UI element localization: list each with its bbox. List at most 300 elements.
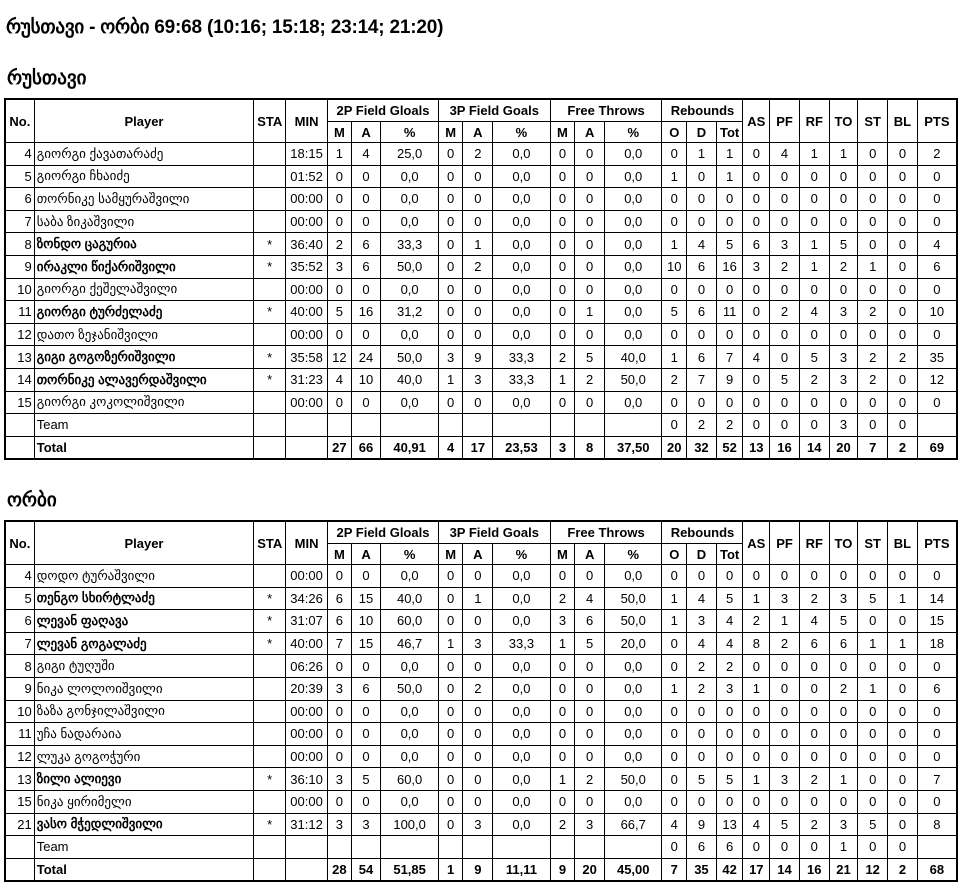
stat-m2: 0 xyxy=(328,655,352,678)
stat-mft: 0 xyxy=(550,323,575,346)
stat-aft: 0 xyxy=(575,210,605,233)
subheader-o: O xyxy=(662,544,687,565)
minutes: 35:52 xyxy=(286,255,328,278)
stat-m2: 0 xyxy=(328,790,352,813)
stat-a3: 0 xyxy=(463,391,493,414)
player-name: ირაკლი წიქარიშვილი xyxy=(34,255,254,278)
stat-m3: 0 xyxy=(438,278,463,301)
stat-rf: 6 xyxy=(799,632,829,655)
stat-rf: 0 xyxy=(799,655,829,678)
stat-mft: 0 xyxy=(550,391,575,414)
stat-aft: 4 xyxy=(575,587,605,610)
stat-p2: 0,0 xyxy=(381,210,438,233)
stat-p2: 0,0 xyxy=(381,565,438,588)
minutes: 00:00 xyxy=(286,188,328,211)
stat-tot: 0 xyxy=(716,790,743,813)
stat-pts: 0 xyxy=(917,723,956,746)
stat-m3: 0 xyxy=(438,677,463,700)
subheader-pct: % xyxy=(605,544,662,565)
stat-bl: 0 xyxy=(888,414,918,437)
total-o: 7 xyxy=(662,858,687,880)
total-m2: 28 xyxy=(328,858,352,880)
total-m3: 4 xyxy=(438,436,463,458)
stat-pft: 0,0 xyxy=(605,391,662,414)
starter-mark: * xyxy=(254,255,286,278)
stat-aft: 0 xyxy=(575,677,605,700)
stat-o: 1 xyxy=(662,165,687,188)
total-to: 20 xyxy=(829,436,858,458)
stat-m3: 0 xyxy=(438,610,463,633)
stat-tot: 2 xyxy=(716,655,743,678)
stat-bl: 0 xyxy=(888,323,918,346)
stat-st: 0 xyxy=(858,565,888,588)
player-row xyxy=(6,255,957,278)
subheader-a: A xyxy=(463,544,493,565)
stat-o: 0 xyxy=(662,768,687,791)
stat-aft: 0 xyxy=(575,233,605,256)
total-st: 12 xyxy=(858,858,888,880)
stat-st: 0 xyxy=(858,323,888,346)
total-aft: 20 xyxy=(575,858,605,880)
stat-p3: 33,3 xyxy=(493,632,550,655)
stat-aft xyxy=(575,836,605,859)
stat-bl: 0 xyxy=(888,188,918,211)
player-number: 14 xyxy=(6,368,35,391)
subheader-m: M xyxy=(550,544,575,565)
stat-pts: 0 xyxy=(917,278,956,301)
stat-mft: 1 xyxy=(550,368,575,391)
stat-p3: 0,0 xyxy=(493,565,550,588)
minutes: 00:00 xyxy=(286,790,328,813)
stat-aft: 0 xyxy=(575,278,605,301)
stat-mft: 0 xyxy=(550,165,575,188)
stat-o: 1 xyxy=(662,610,687,633)
stat-pf: 0 xyxy=(770,700,800,723)
minutes: 00:00 xyxy=(286,323,328,346)
player-number: 10 xyxy=(6,278,35,301)
stat-to: 0 xyxy=(829,723,858,746)
stat-tot: 5 xyxy=(716,233,743,256)
stat-pft: 66,7 xyxy=(605,813,662,836)
stat-rf: 0 xyxy=(799,836,829,859)
stat-m3: 0 xyxy=(438,391,463,414)
stat-to: 3 xyxy=(829,301,858,324)
team-name-home: რუსთავი xyxy=(7,68,87,89)
stat-m2: 0 xyxy=(328,565,352,588)
stat-p2: 0,0 xyxy=(381,165,438,188)
stat-to: 0 xyxy=(829,278,858,301)
stat-mft: 0 xyxy=(550,210,575,233)
stat-as: 0 xyxy=(743,723,770,746)
player-number: 4 xyxy=(6,565,35,588)
stat-o: 0 xyxy=(662,632,687,655)
stat-p3: 0,0 xyxy=(493,255,550,278)
stat-pts: 0 xyxy=(917,790,956,813)
header-pf: PF xyxy=(770,100,800,143)
stat-o: 0 xyxy=(662,391,687,414)
player-row xyxy=(6,323,957,346)
stat-m3: 0 xyxy=(438,565,463,588)
stat-as: 6 xyxy=(743,233,770,256)
stat-pf: 3 xyxy=(770,233,800,256)
stat-aft: 0 xyxy=(575,188,605,211)
stat-m2: 5 xyxy=(328,301,352,324)
stat-as: 0 xyxy=(743,323,770,346)
stat-st: 2 xyxy=(858,368,888,391)
minutes: 36:10 xyxy=(286,768,328,791)
player-number: 4 xyxy=(6,143,35,166)
subheader-tot: Tot xyxy=(716,544,743,565)
stat-a2: 0 xyxy=(351,700,381,723)
stat-mft: 0 xyxy=(550,233,575,256)
stat-bl: 0 xyxy=(888,565,918,588)
stat-m3: 1 xyxy=(438,632,463,655)
player-row xyxy=(6,745,957,768)
total-a2: 66 xyxy=(351,436,381,458)
stat-rf: 2 xyxy=(799,768,829,791)
stat-as: 1 xyxy=(743,677,770,700)
stat-o: 0 xyxy=(662,836,687,859)
minutes: 06:26 xyxy=(286,655,328,678)
stat-a2: 0 xyxy=(351,165,381,188)
starter-mark xyxy=(254,188,286,211)
stat-tot: 13 xyxy=(716,813,743,836)
stat-mft: 0 xyxy=(550,143,575,166)
stat-bl: 1 xyxy=(888,587,918,610)
stat-p3: 0,0 xyxy=(493,700,550,723)
stat-pf: 2 xyxy=(770,255,800,278)
starter-mark xyxy=(254,143,286,166)
total-m2: 27 xyxy=(328,436,352,458)
stat-as: 2 xyxy=(743,610,770,633)
player-number: 10 xyxy=(6,700,35,723)
stat-d: 2 xyxy=(687,677,717,700)
player-number: 7 xyxy=(6,210,35,233)
header-st: ST xyxy=(858,522,888,565)
starter-mark xyxy=(254,165,286,188)
stat-pft: 50,0 xyxy=(605,610,662,633)
stat-rf: 4 xyxy=(799,301,829,324)
stat-m3: 0 xyxy=(438,655,463,678)
stat-o: 0 xyxy=(662,323,687,346)
starter-mark xyxy=(254,745,286,768)
total-d: 32 xyxy=(687,436,717,458)
stat-a3: 0 xyxy=(463,768,493,791)
stat-d: 0 xyxy=(687,165,717,188)
stat-pts: 2 xyxy=(917,143,956,166)
stat-pft: 0,0 xyxy=(605,278,662,301)
stat-m2: 6 xyxy=(328,610,352,633)
stat-tot: 16 xyxy=(716,255,743,278)
stat-bl: 0 xyxy=(888,391,918,414)
stat-m2: 0 xyxy=(328,210,352,233)
stat-to: 3 xyxy=(829,587,858,610)
header-min: MIN xyxy=(286,100,328,143)
stat-p2: 50,0 xyxy=(381,255,438,278)
starter-mark: * xyxy=(254,610,286,633)
stat-p2: 40,0 xyxy=(381,587,438,610)
stat-to: 5 xyxy=(829,233,858,256)
total-label: Total xyxy=(34,858,254,880)
stat-p3: 0,0 xyxy=(493,323,550,346)
stat-m3 xyxy=(438,836,463,859)
stat-rf: 4 xyxy=(799,610,829,633)
minutes: 34:26 xyxy=(286,587,328,610)
minutes: 31:12 xyxy=(286,813,328,836)
stat-rf: 0 xyxy=(799,790,829,813)
player-number: 12 xyxy=(6,323,35,346)
stat-a3: 3 xyxy=(463,368,493,391)
stat-a2: 6 xyxy=(351,677,381,700)
player-name: ზაზა გონჯილაშვილი xyxy=(34,700,254,723)
stat-mft: 0 xyxy=(550,255,575,278)
stat-m3: 0 xyxy=(438,700,463,723)
stat-o: 0 xyxy=(662,790,687,813)
stat-m3: 0 xyxy=(438,188,463,211)
stat-tot: 3 xyxy=(716,677,743,700)
stat-o: 0 xyxy=(662,188,687,211)
stat-tot: 4 xyxy=(716,610,743,633)
total-sta xyxy=(254,436,286,458)
stat-pf: 0 xyxy=(770,677,800,700)
player-number: 21 xyxy=(6,813,35,836)
stat-m2: 6 xyxy=(328,587,352,610)
stat-m2: 0 xyxy=(328,323,352,346)
stat-m3: 0 xyxy=(438,323,463,346)
stat-aft: 6 xyxy=(575,610,605,633)
stat-d: 0 xyxy=(687,278,717,301)
player-row xyxy=(6,632,957,655)
stat-pft: 50,0 xyxy=(605,368,662,391)
stat-to: 2 xyxy=(829,255,858,278)
stat-d: 0 xyxy=(687,188,717,211)
stat-p3: 0,0 xyxy=(493,768,550,791)
stat-m3: 0 xyxy=(438,210,463,233)
stat-to: 3 xyxy=(829,368,858,391)
stat-tot: 0 xyxy=(716,278,743,301)
player-number: 15 xyxy=(6,391,35,414)
stat-o: 0 xyxy=(662,143,687,166)
stat-to: 3 xyxy=(829,813,858,836)
stat-pf: 0 xyxy=(770,745,800,768)
stat-p2: 0,0 xyxy=(381,790,438,813)
stat-p3: 0,0 xyxy=(493,143,550,166)
stat-d: 0 xyxy=(687,391,717,414)
stat-pf: 1 xyxy=(770,610,800,633)
stat-pf: 0 xyxy=(770,414,800,437)
stat-a3: 0 xyxy=(463,210,493,233)
minutes: 36:40 xyxy=(286,233,328,256)
stat-to: 0 xyxy=(829,210,858,233)
header-no: No. xyxy=(6,100,35,143)
stat-mft: 2 xyxy=(550,346,575,369)
stat-aft: 0 xyxy=(575,391,605,414)
starter-mark xyxy=(254,677,286,700)
stat-pft: 0,0 xyxy=(605,700,662,723)
starter-mark xyxy=(254,278,286,301)
stat-to: 0 xyxy=(829,700,858,723)
stat-pf: 0 xyxy=(770,723,800,746)
minutes: 35:58 xyxy=(286,346,328,369)
stat-as: 0 xyxy=(743,210,770,233)
stat-m2 xyxy=(328,414,352,437)
player-name: უჩა ნადარაია xyxy=(34,723,254,746)
stat-tot: 2 xyxy=(716,414,743,437)
subheader-m: M xyxy=(438,544,463,565)
stat-as: 0 xyxy=(743,165,770,188)
stat-p3: 33,3 xyxy=(493,346,550,369)
stat-a3: 0 xyxy=(463,188,493,211)
total-as: 13 xyxy=(743,436,770,458)
stat-d: 2 xyxy=(687,414,717,437)
stat-a3 xyxy=(463,836,493,859)
player-name: ლუკა გოგოჭური xyxy=(34,745,254,768)
stat-pf: 0 xyxy=(770,790,800,813)
stat-bl: 0 xyxy=(888,210,918,233)
total-pts: 69 xyxy=(917,436,956,458)
stat-pft: 50,0 xyxy=(605,768,662,791)
stat-bl: 0 xyxy=(888,610,918,633)
stat-st: 2 xyxy=(858,346,888,369)
stat-mft: 0 xyxy=(550,745,575,768)
starter-mark xyxy=(254,655,286,678)
stat-bl: 0 xyxy=(888,700,918,723)
stat-as: 0 xyxy=(743,745,770,768)
player-name: ნიკა ყირიმელი xyxy=(34,790,254,813)
header-bl: BL xyxy=(888,522,918,565)
stat-aft: 5 xyxy=(575,632,605,655)
team-name-away: ორბი xyxy=(7,490,57,511)
stat-a2: 6 xyxy=(351,233,381,256)
stat-a3: 1 xyxy=(463,587,493,610)
stat-m3: 3 xyxy=(438,346,463,369)
player-number: 11 xyxy=(6,301,35,324)
subheader-a: A xyxy=(351,122,381,143)
stat-p3: 0,0 xyxy=(493,210,550,233)
stat-a3: 1 xyxy=(463,233,493,256)
stat-aft: 1 xyxy=(575,301,605,324)
total-rf: 14 xyxy=(799,436,829,458)
stat-pft: 0,0 xyxy=(605,301,662,324)
player-number: 5 xyxy=(6,587,35,610)
stat-p2: 31,2 xyxy=(381,301,438,324)
stat-aft: 0 xyxy=(575,700,605,723)
total-row xyxy=(6,858,957,880)
stat-a2: 3 xyxy=(351,813,381,836)
header-as: AS xyxy=(743,100,770,143)
stat-tot: 7 xyxy=(716,346,743,369)
stat-pf: 0 xyxy=(770,188,800,211)
stat-o: 1 xyxy=(662,587,687,610)
total-pft: 37,50 xyxy=(605,436,662,458)
stat-p3: 0,0 xyxy=(493,301,550,324)
stat-d: 4 xyxy=(687,587,717,610)
stat-as: 0 xyxy=(743,790,770,813)
header-min: MIN xyxy=(286,522,328,565)
subheader-pct: % xyxy=(493,544,550,565)
total-pft: 45,00 xyxy=(605,858,662,880)
player-row xyxy=(6,655,957,678)
stat-a2: 0 xyxy=(351,565,381,588)
stat-pts: 15 xyxy=(917,610,956,633)
stat-mft: 1 xyxy=(550,632,575,655)
box-score-table-away xyxy=(5,521,957,881)
stat-p3: 0,0 xyxy=(493,188,550,211)
stat-tot: 0 xyxy=(716,745,743,768)
stat-a3: 0 xyxy=(463,723,493,746)
stat-rf: 0 xyxy=(799,745,829,768)
starter-mark xyxy=(254,700,286,723)
stat-a3: 0 xyxy=(463,323,493,346)
stat-a2: 0 xyxy=(351,655,381,678)
stat-aft: 0 xyxy=(575,745,605,768)
stat-m2: 0 xyxy=(328,700,352,723)
stat-d: 6 xyxy=(687,301,717,324)
stat-rf: 1 xyxy=(799,143,829,166)
stat-bl: 0 xyxy=(888,233,918,256)
starter-mark: * xyxy=(254,346,286,369)
stat-bl: 0 xyxy=(888,813,918,836)
stat-pf: 3 xyxy=(770,768,800,791)
stat-pts: 0 xyxy=(917,165,956,188)
starter-mark: * xyxy=(254,768,286,791)
stat-a2: 15 xyxy=(351,632,381,655)
stat-m3: 0 xyxy=(438,768,463,791)
stat-d: 0 xyxy=(687,210,717,233)
stat-p2: 0,0 xyxy=(381,391,438,414)
total-mft: 9 xyxy=(550,858,575,880)
stat-rf: 0 xyxy=(799,323,829,346)
stat-m3 xyxy=(438,414,463,437)
player-name: თორნიკე ალავერდაშვილი xyxy=(34,368,254,391)
stat-st: 0 xyxy=(858,414,888,437)
stat-mft: 0 xyxy=(550,790,575,813)
box-score-table-home xyxy=(5,99,957,459)
subheader-m: M xyxy=(550,122,575,143)
player-number: 13 xyxy=(6,346,35,369)
stat-aft: 0 xyxy=(575,790,605,813)
player-name: ზილი ალიევი xyxy=(34,768,254,791)
stat-aft: 0 xyxy=(575,255,605,278)
stat-to: 0 xyxy=(829,391,858,414)
stat-p2: 0,0 xyxy=(381,278,438,301)
stat-st: 1 xyxy=(858,255,888,278)
player-row xyxy=(6,587,957,610)
stat-d: 0 xyxy=(687,565,717,588)
header-no: No. xyxy=(6,522,35,565)
stat-p2 xyxy=(381,836,438,859)
player-number: 6 xyxy=(6,610,35,633)
player-number: 6 xyxy=(6,188,35,211)
stat-bl: 0 xyxy=(888,836,918,859)
stat-d: 0 xyxy=(687,723,717,746)
stat-o: 0 xyxy=(662,655,687,678)
stat-to: 3 xyxy=(829,414,858,437)
stat-mft: 0 xyxy=(550,565,575,588)
subheader-tot: Tot xyxy=(716,122,743,143)
stat-a3: 0 xyxy=(463,745,493,768)
stat-p3: 0,0 xyxy=(493,677,550,700)
stat-aft: 0 xyxy=(575,165,605,188)
subheader-m: M xyxy=(328,122,352,143)
stat-st: 0 xyxy=(858,723,888,746)
stat-pts: 18 xyxy=(917,632,956,655)
total-pts: 68 xyxy=(917,858,956,880)
stat-mft xyxy=(550,836,575,859)
stat-a3: 0 xyxy=(463,278,493,301)
stat-p2: 60,0 xyxy=(381,768,438,791)
header-rebounds: Rebounds xyxy=(662,522,743,544)
